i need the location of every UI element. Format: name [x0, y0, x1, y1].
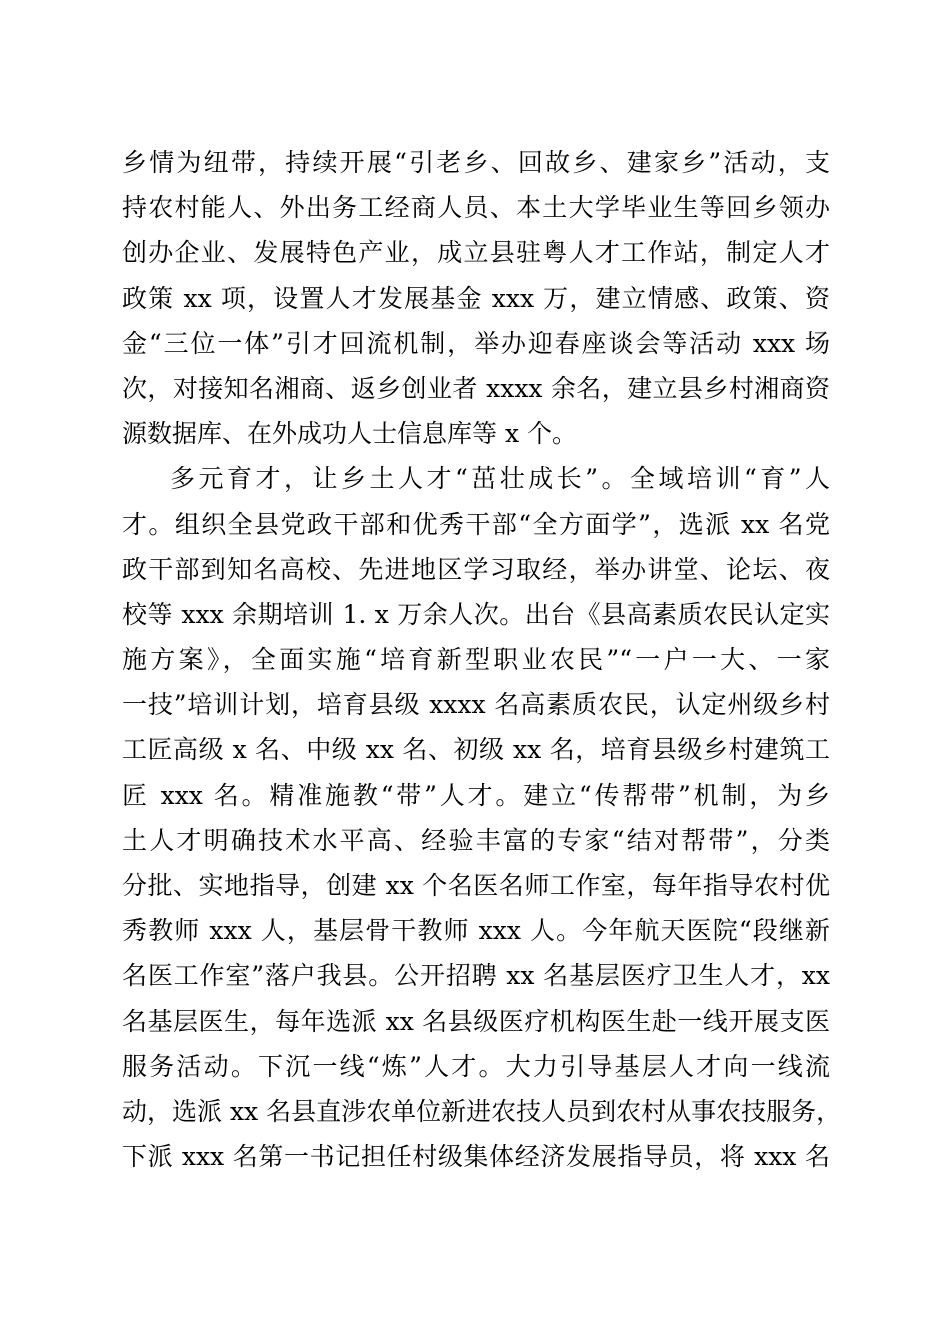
text-line: 持农村能人、外出务工经商人员、本土大学毕业生等回乡领办 — [122, 193, 830, 223]
text-line: 动，选派 xx 名县直涉农单位新进农技人员到农村从事农技服务， — [122, 1096, 842, 1126]
text-line: 匠 xxx 名。精准施教“带”人才。建立“传帮带”机制，为乡 — [122, 780, 830, 810]
paragraph-1 — [122, 140, 830, 456]
text-line: 乡情为纽带，持续开展“引老乡、回故乡、建家乡”活动，支 — [122, 148, 830, 177]
text-line: 服务活动。下沉一线“炼”人才。大力引导基层人才向一线流 — [122, 1051, 830, 1081]
text-line: 次，对接知名湘商、返乡创业者 xxxx 余名，建立县乡村湘商资 — [122, 373, 830, 403]
text-line: 工匠高级 x 名、中级 xx 名、初级 xx 名，培育县级乡村建筑工 — [122, 735, 830, 765]
document-body — [122, 140, 842, 1179]
text-line: 多元育才，让乡土人才“茁壮成长”。全域培训“育”人 — [170, 464, 830, 494]
text-line: 政策 xx 项，设置人才发展基金 xxx 万，建立情感、政策、资 — [122, 283, 830, 313]
text-line: 分批、实地指导，创建 xx 个名医名师工作室，每年指导农村优 — [122, 871, 830, 900]
text-line: 政干部到知名高校、先进地区学习取经，举办讲堂、论坛、夜 — [122, 554, 830, 584]
text-line: 金“三位一体”引才回流机制，举办迎春座谈会等活动 xxx 场 — [122, 328, 830, 358]
text-line: 下派 xxx 名第一书记担任村级集体经济发展指导员，将 xxx 名 — [122, 1142, 830, 1172]
text-line: 名基层医生，每年选派 xx 名县级医疗机构医生赴一线开展支医 — [122, 1006, 830, 1036]
text-line: 土人才明确技术水平高、经验丰富的专家“结对帮带”，分类 — [122, 825, 830, 855]
text-line: 一技”培训计划，培育县级 xxxx 名高素质农民，认定州级乡村 — [122, 690, 830, 720]
text-line: 名医工作室”落户我县。公开招聘 xx 名基层医疗卫生人才，xx — [122, 961, 830, 991]
text-line: 校等 xxx 余期培训 1. x 万余人次。出台《县高素质农民认定实 — [122, 599, 830, 629]
text-line: 施方案》，全面实施“培育新型职业农民”“一户一大、一家 — [122, 645, 830, 675]
paragraph-2 — [122, 456, 842, 1179]
text-line: 源数据库、在外成功人士信息库等 x 个。 — [122, 419, 577, 449]
text-line: 才。组织全县党政干部和优秀干部“全方面学”，选派 xx 名党 — [122, 509, 830, 539]
text-line: 创办企业、发展特色产业，成立县驻粤人才工作站，制定人才 — [122, 238, 830, 268]
text-line: 秀教师 xxx 人，基层骨干教师 xxx 人。今年航天医院“段继新 — [122, 916, 830, 946]
